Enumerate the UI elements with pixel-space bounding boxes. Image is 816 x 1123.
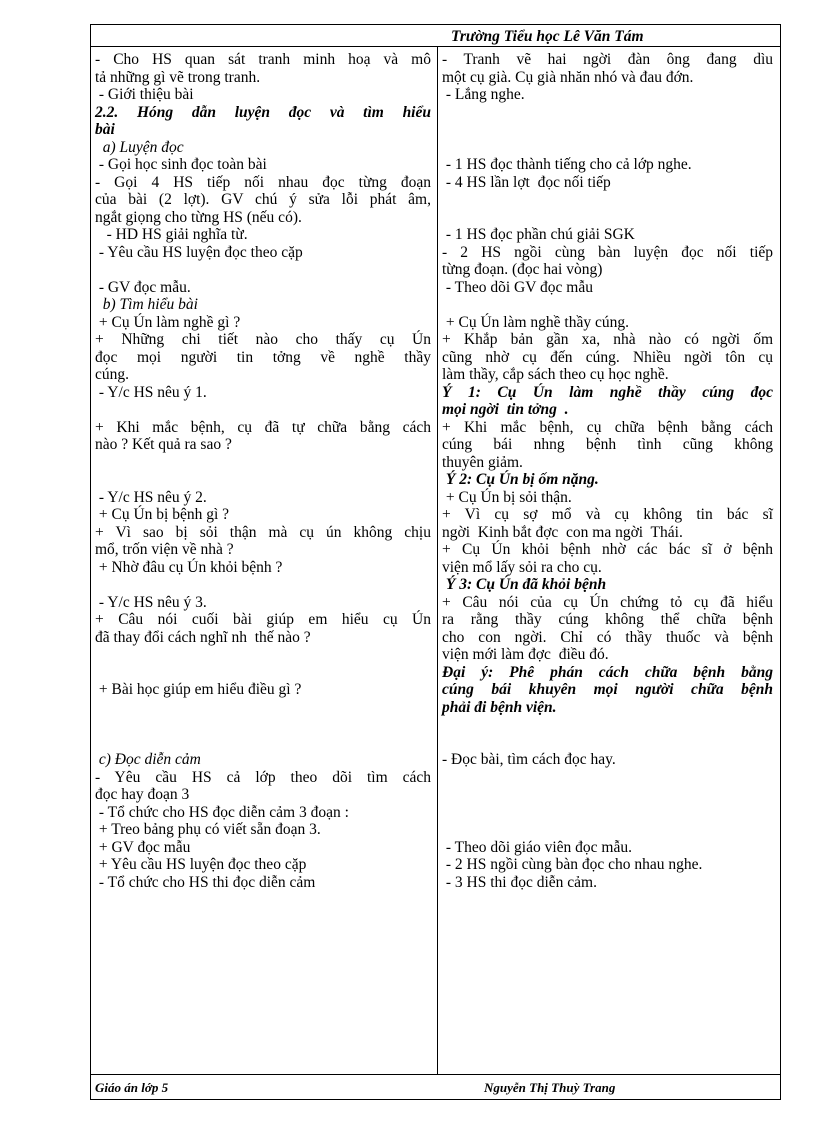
left-line: + Bài học giúp em hiểu điều gì ? (95, 681, 302, 698)
right-line (442, 769, 773, 787)
page-footer (90, 1073, 781, 1100)
right-line: + Cụ Ún bị sỏi thận. (442, 488, 572, 506)
left-line: - Y/c HS nêu ý 1. (95, 383, 207, 401)
column-divider (437, 47, 438, 1074)
left-line: nào ? Kết quả ra sao ? (95, 436, 232, 453)
left-line: đọc hay đoạn 3 (95, 786, 190, 803)
right-line (442, 296, 773, 314)
right-line (442, 209, 773, 227)
left-line: - Tổ chức cho HS thi đọc diễn cảm (95, 873, 316, 891)
right-line: - 3 HS thi đọc diễn cảm. (442, 873, 597, 891)
left-line: đọc mọi người tin tởng về nghề thầy (95, 348, 431, 366)
right-line: cúng bái khuyên mọi người chữa bệnh (442, 681, 773, 698)
right-line: Ý 2: Cụ Ún bị ốm nặng. (442, 471, 599, 488)
left-line: + Những chi tiết nào cho thấy cụ Ún (95, 331, 431, 348)
right-line (442, 191, 773, 209)
school-name: Trường Tiểu học Lê Văn Tám (451, 28, 644, 45)
right-line: + Câu nói của cụ Ún chứng tỏ cụ đã hiểu (442, 593, 773, 611)
right-line: Ý 3: Cụ Ún đã khỏi bệnh (442, 576, 607, 593)
right-line: - Theo dõi GV đọc mẫu (442, 278, 593, 296)
student-activities-column (442, 51, 773, 891)
right-line: cũng nhờ cụ đến cúng. Nhiều ngời tôn cụ (442, 348, 773, 366)
right-line: làm thầy, cắp sách theo cụ học nghề. (442, 366, 669, 383)
right-line: - 2 HS ngồi cùng bàn đọc cho nhau nghe. (442, 856, 703, 873)
left-line: - Gọi 4 HS tiếp nối nhau đọc từng đoạn (95, 173, 431, 191)
right-line: + Vì cụ sợ mổ và cụ không tin bác sĩ (442, 506, 773, 523)
left-line (95, 646, 431, 664)
right-line: cúng bái nhng bệnh tình cũng không (442, 436, 773, 453)
left-line: + Khi mắc bệnh, cụ đã tự chữa bằng cách (95, 418, 431, 436)
right-line (442, 786, 773, 804)
left-line: - HD HS giải nghĩa từ. (95, 226, 248, 243)
right-line: - Đọc bài, tìm cách đọc hay. (442, 751, 616, 768)
footer-class: Giáo án lớp 5 (95, 1080, 169, 1095)
left-line: - Tổ chức cho HS đọc diễn cảm 3 đoạn : (95, 803, 349, 821)
right-line (442, 804, 773, 822)
right-line: từng đoạn. (đọc hai vòng) (442, 261, 603, 278)
right-line: Ý 1: Cụ Ún làm nghề thầy cúng đọc (442, 383, 773, 401)
left-line: - Y/c HS nêu ý 2. (95, 488, 207, 506)
right-line: thuyên giảm. (442, 453, 523, 471)
left-line: - Yêu cầu HS luyện đọc theo cặp (95, 243, 303, 261)
right-line: - 2 HS ngồi cùng bàn luyện đọc nối tiếp (442, 243, 773, 261)
left-line: - Gọi học sinh đọc toàn bài (95, 156, 267, 173)
left-line: - Yêu cầu HS cả lớp theo dõi tìm cách (95, 768, 431, 786)
left-line (95, 454, 431, 472)
left-line (95, 261, 431, 279)
left-line: + Treo bảng phụ có viết sẵn đoạn 3. (95, 821, 321, 838)
left-line: ngắt giọng cho từng HS (nếu có). (95, 208, 302, 226)
right-line: - 4 HS lần lợt đọc nối tiếp (442, 173, 611, 191)
left-line: - Giới thiệu bài (95, 86, 194, 103)
left-line: + Yêu cầu HS luyện đọc theo cặp (95, 856, 307, 873)
left-line: b) Tìm hiểu bài (95, 296, 198, 313)
right-line: cho con ngời. Chỉ có thầy thuốc và bệnh (442, 628, 773, 646)
right-line: - Tranh vẽ hai ngời đàn ông đang dìu (442, 51, 773, 68)
left-line: của bài (2 lợt). GV chú ý sửa lỗi phát âm, (95, 191, 431, 208)
left-line (95, 471, 431, 489)
right-line: một cụ già. Cụ già nhăn nhó và đau đớn. (442, 68, 694, 86)
right-line: - Theo dõi giáo viên đọc mẫu. (442, 838, 632, 856)
document-page (90, 24, 781, 1100)
left-line: + GV đọc mẫu (95, 838, 191, 856)
left-line: đã thay đổi cách nghĩ nh thế nào ? (95, 628, 311, 646)
right-line (442, 139, 773, 157)
left-line: cúng. (95, 366, 130, 383)
left-line (95, 699, 431, 717)
right-line: - 1 HS đọc thành tiếng cho cả lớp nghe. (442, 156, 692, 173)
left-line (95, 576, 431, 594)
right-line: + Khắp bản gần xa, nhà nào có ngời ốm (442, 331, 773, 348)
right-line: + Cụ Ún khỏi bệnh nhờ các bác sĩ ở bệnh (442, 541, 773, 558)
right-line: phải đi bệnh viện. (442, 698, 557, 716)
left-line: 2.2. Hóng dẫn luyện đọc và tìm hiểu (95, 103, 431, 121)
left-line: - Y/c HS nêu ý 3. (95, 593, 207, 611)
left-line: + Cụ Ún làm nghề gì ? (95, 313, 241, 331)
left-line: + Nhờ đâu cụ Ún khỏi bệnh ? (95, 558, 283, 576)
footer-author: Nguyễn Thị Thuỳ Trang (484, 1080, 616, 1095)
left-line: tả những gì vẽ trong tranh. (95, 68, 261, 86)
right-line: mọi ngời tin tởng . (442, 401, 569, 418)
left-line: + Cụ Ún bị bệnh gì ? (95, 506, 230, 523)
right-line: Đại ý: Phê phán cách chữa bệnh bằng (442, 663, 773, 681)
right-line (442, 121, 773, 139)
right-line (442, 821, 773, 839)
left-line: - Cho HS quan sát tranh minh hoạ và mô (95, 51, 431, 68)
teacher-activities-column (95, 51, 431, 891)
left-line: mổ, trốn viện về nhà ? (95, 541, 234, 558)
right-line: + Khi mắc bệnh, cụ chữa bệnh bằng cách (442, 418, 773, 436)
right-line (442, 716, 773, 734)
right-line: - 1 HS đọc phần chú giải SGK (442, 226, 635, 243)
page-header (90, 24, 781, 47)
right-line: viện mới làm đợc điều đó. (442, 646, 609, 663)
right-line: viện mổ lấy sỏi ra cho cụ. (442, 558, 602, 576)
right-line: ra rằng thầy cúng không thể chữa bệnh (442, 611, 773, 628)
left-line (95, 734, 431, 752)
lesson-table (90, 46, 781, 1075)
left-line: bài (95, 121, 115, 138)
left-line: c) Đọc diễn cảm (95, 751, 201, 768)
right-line: ngời Kinh bắt đợc con ma ngời Thái. (442, 523, 683, 541)
right-line (442, 734, 773, 752)
left-line: - GV đọc mẫu. (95, 278, 191, 296)
right-line: - Lắng nghe. (442, 86, 525, 103)
left-line (95, 401, 431, 419)
left-line (95, 664, 431, 682)
left-line (95, 716, 431, 734)
right-line (442, 104, 773, 122)
left-line: + Vì sao bị sỏi thận mà cụ ún không chịu (95, 523, 431, 541)
left-line: a) Luyện đọc (95, 138, 184, 156)
left-line: + Câu nói cuối bài giúp em hiểu cụ Ún (95, 611, 431, 628)
right-line: + Cụ Ún làm nghề thầy cúng. (442, 313, 629, 331)
